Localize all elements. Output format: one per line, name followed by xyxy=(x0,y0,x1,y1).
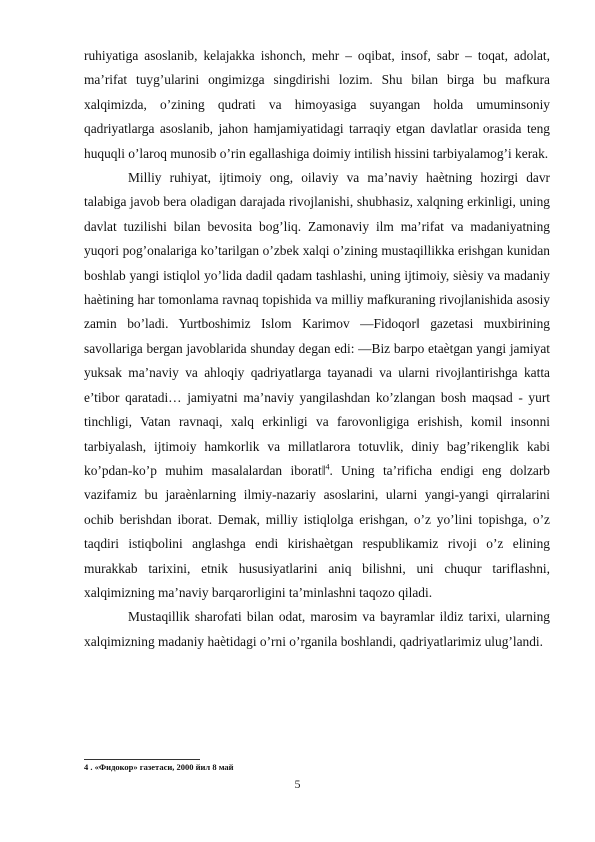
paragraph-2-text: Milliy ruhiyat, ijtimoiy ong, oilaviy va ma’naviy haѐtning hozirgi davr talabiga javob bera oladigan darajada rivojlanishi, shubhasiz, xalqning erkinligi, uning davlat tuzilishi bilan bevosita bog’liq. Zamonaviy ilm ma’rifat va madaniyatning yuqori pog’onalariga ko’tarilgan o’zbek xalqi o’zining mustaqillikka erishgan kunidan boshlab yangi istiqlol yo’lida dadil qadam tashlashi, uning ijtimoiy, siѐsiy va madaniy haѐtining har tomonlama ravnaq topishida va milliy mafkuraning rivojlanishida asosiy zamin bo’ladi. Yurtboshimiz Islom Karimov ―Fidoqor‖ gazetasi muxbirining savollariga bergan javoblarida shunday degan edi: ―Biz barpo etaѐtgan yangi jamiyat yuksak ma’naviy va ahloqiy qadriyatlarga tayanadi va ularni rivojlantirishga katta e’tibor qaratadi… jamiyatni ma’naviy yangilashdan ko’zlangan bosh maqsad - yurt tinchligi, Vatan ravnaqi, xalq erkinligi va farovonligiga erishish, komil insonni tarbiyalash, ijtimoiy hamkorlik va millatlarora totuvlik, diniy bag’rikenglik kabi ko’pdan-ko’p muhim masalalardan iborat‖ xyxy=(84,170,550,478)
paragraph-2-continuation: . Uning ta’rificha endigi eng dolzarb vazifamiz bu jaraѐnlarning ilmiy-nazariy asoslarini, ularni yangi-yangi qirralarini ochib berishdan iborat. Demak, milliy istiqlolga erishgan, o’z yo’lini topishga, o’z taqdiri istiqbolini anglashga endi kirishaѐtgan respublikamiz rivoji o’z elining murakkab tarixini, etnik hususiyatlarini aniq bilishni, uni chuqur tariflashni, xalqimizning ma’naviy barqarorligini ta’minlashni taqozo qiladi. xyxy=(84,462,550,600)
footnote-text: 4 . «Фидокор» газетаси, 2000 йил 8 май xyxy=(84,762,234,772)
footnote-reference[interactable]: 4 xyxy=(325,462,330,472)
paragraph-2 xyxy=(84,166,550,605)
page-number: 5 xyxy=(294,777,301,791)
body-text xyxy=(84,44,550,654)
footnote-separator xyxy=(84,759,200,760)
paragraph-1: ruhiyatiga asoslanib, kelajakka ishonch, mehr – oqibat, insof, sabr – toqat, adolat, ma’rifat tuyg’ularini ongimizga singdirishi lozim. Shu bilan birga bu mafkura xalqimizda, o’zining qudrati va himoyasiga suyangan holda umuminsoniy qadriyatlarga asoslanib, jahon hamjamiyatidagi tarraqiy etgan davlatlar orasida teng huquqli o’laroq munosib o’rin egallashiga doimiy intilish hissini tarbiyalamog’i kerak. xyxy=(84,48,550,161)
paragraph-3: Mustaqillik sharofati bilan odat, marosim va bayramlar ildiz tarixi, ularning xalqimizning madaniy haѐtidagi o’rni o’rganila boshlandi, qadriyatlarimiz ulug’landi. xyxy=(84,609,550,649)
